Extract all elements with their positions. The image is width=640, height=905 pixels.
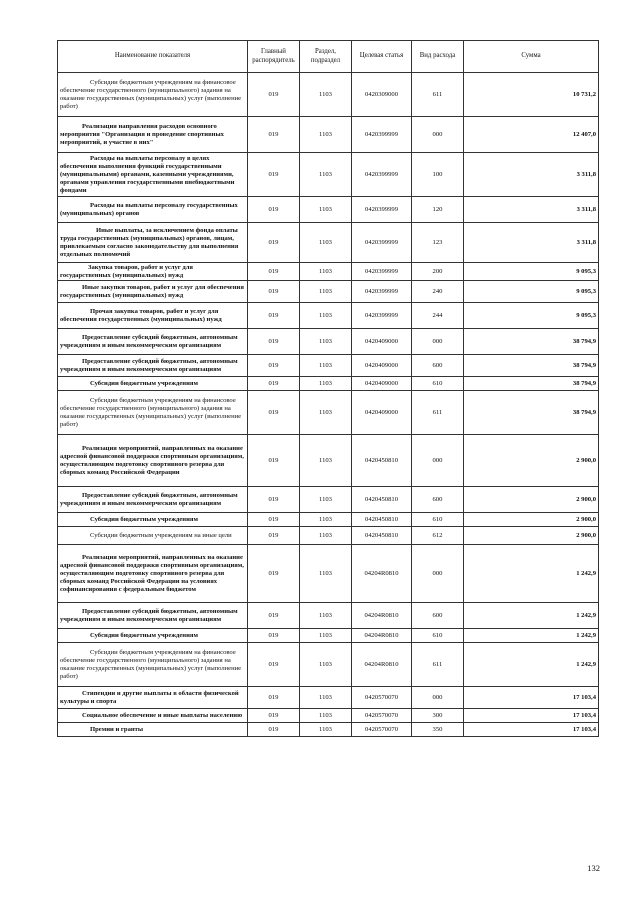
table-row bbox=[58, 223, 599, 263]
row-razdel: 1103 bbox=[300, 709, 352, 723]
row-name: Реализация мероприятий, направленных на оказание адресной финансовой поддержки спортивным организациям, осуществляющим подготовку спортивного резерва для сборных команд Российской Федерации на условиях софинансирования с федеральным бюджетом bbox=[58, 545, 248, 603]
row-cs: 0420399999 bbox=[352, 223, 412, 263]
row-sum: 38 794,9 bbox=[464, 355, 599, 377]
row-vr: 000 bbox=[412, 687, 464, 709]
row-gr: 019 bbox=[248, 153, 300, 197]
row-vr: 611 bbox=[412, 391, 464, 435]
row-razdel: 1103 bbox=[300, 355, 352, 377]
row-gr: 019 bbox=[248, 723, 300, 737]
row-name: Иные выплаты, за исключением фонда оплаты труда государственных (муниципальных) органов, лицам, привлекаемым согласно законодательству для выполнения отдельных полномочий bbox=[58, 223, 248, 263]
row-razdel: 1103 bbox=[300, 281, 352, 303]
row-cs: 04204R0810 bbox=[352, 545, 412, 603]
header-gr: Главный распорядитель bbox=[248, 41, 300, 73]
row-name: Предоставление субсидий бюджетным, автономным учреждениям и иным некоммерческим организациям bbox=[58, 487, 248, 513]
row-razdel: 1103 bbox=[300, 603, 352, 629]
row-cs: 0420450810 bbox=[352, 527, 412, 545]
row-razdel: 1103 bbox=[300, 153, 352, 197]
row-vr: 123 bbox=[412, 223, 464, 263]
row-vr: 244 bbox=[412, 303, 464, 329]
row-vr: 100 bbox=[412, 153, 464, 197]
row-vr: 600 bbox=[412, 355, 464, 377]
row-cs: 0420570070 bbox=[352, 709, 412, 723]
row-vr: 611 bbox=[412, 73, 464, 117]
row-gr: 019 bbox=[248, 73, 300, 117]
row-sum: 9 095,3 bbox=[464, 281, 599, 303]
row-cs: 0420399999 bbox=[352, 303, 412, 329]
row-razdel: 1103 bbox=[300, 197, 352, 223]
row-sum: 2 900,0 bbox=[464, 527, 599, 545]
row-cs: 0420409000 bbox=[352, 329, 412, 355]
row-razdel: 1103 bbox=[300, 545, 352, 603]
header-cs: Целевая статья bbox=[352, 41, 412, 73]
row-cs: 0420399999 bbox=[352, 263, 412, 281]
row-sum: 3 311,8 bbox=[464, 223, 599, 263]
row-vr: 600 bbox=[412, 603, 464, 629]
row-gr: 019 bbox=[248, 281, 300, 303]
row-vr: 240 bbox=[412, 281, 464, 303]
table-row bbox=[58, 487, 599, 513]
row-name: Иные закупки товаров, работ и услуг для обеспечения государственных (муниципальных) нужд bbox=[58, 281, 248, 303]
row-vr: 120 bbox=[412, 197, 464, 223]
table-row bbox=[58, 723, 599, 737]
row-gr: 019 bbox=[248, 629, 300, 643]
row-name: Предоставление субсидий бюджетным, автономным учреждениям и иным некоммерческим организациям bbox=[58, 355, 248, 377]
row-name: Субсидии бюджетным учреждениям bbox=[58, 513, 248, 527]
row-cs: 0420570070 bbox=[352, 723, 412, 737]
table-row bbox=[58, 527, 599, 545]
row-name: Прочая закупка товаров, работ и услуг для обеспечения государственных (муниципальных) нужд bbox=[58, 303, 248, 329]
row-sum: 38 794,9 bbox=[464, 329, 599, 355]
row-name: Субсидии бюджетным учреждениям на финансовое обеспечение государственного (муниципального) задания на оказание государственных (муниципальных) услуг (выполнение работ) bbox=[58, 73, 248, 117]
row-gr: 019 bbox=[248, 687, 300, 709]
row-cs: 0420409000 bbox=[352, 377, 412, 391]
row-name: Реализация направления расходов основного мероприятия "Организация и проведение спортивных мероприятий, и участие в них" bbox=[58, 117, 248, 153]
table-row bbox=[58, 303, 599, 329]
row-gr: 019 bbox=[248, 709, 300, 723]
table-row bbox=[58, 513, 599, 527]
row-cs: 0420399999 bbox=[352, 281, 412, 303]
row-sum: 1 242,9 bbox=[464, 545, 599, 603]
row-sum: 2 900,0 bbox=[464, 487, 599, 513]
header-sum: Сумма bbox=[464, 41, 599, 73]
row-gr: 019 bbox=[248, 435, 300, 487]
row-sum: 3 311,8 bbox=[464, 197, 599, 223]
table-row bbox=[58, 435, 599, 487]
table-row bbox=[58, 197, 599, 223]
row-name: Субсидии бюджетным учреждениям на финансовое обеспечение государственного (муниципального) задания на оказание государственных (муниципальных) услуг (выполнение работ) bbox=[58, 391, 248, 435]
row-gr: 019 bbox=[248, 377, 300, 391]
row-vr: 600 bbox=[412, 487, 464, 513]
table-row bbox=[58, 377, 599, 391]
row-gr: 019 bbox=[248, 117, 300, 153]
table-row bbox=[58, 281, 599, 303]
row-sum: 3 311,8 bbox=[464, 153, 599, 197]
row-name: Предоставление субсидий бюджетным, автономным учреждениям и иным некоммерческим организациям bbox=[58, 329, 248, 355]
budget-table bbox=[57, 40, 599, 737]
table-row bbox=[58, 153, 599, 197]
row-cs: 04204R0810 bbox=[352, 629, 412, 643]
header-name: Наименование показателя bbox=[58, 41, 248, 73]
row-razdel: 1103 bbox=[300, 391, 352, 435]
table-row bbox=[58, 73, 599, 117]
row-gr: 019 bbox=[248, 263, 300, 281]
row-razdel: 1103 bbox=[300, 513, 352, 527]
table-row bbox=[58, 687, 599, 709]
table-row bbox=[58, 629, 599, 643]
row-razdel: 1103 bbox=[300, 687, 352, 709]
row-cs: 0420309000 bbox=[352, 73, 412, 117]
row-razdel: 1103 bbox=[300, 223, 352, 263]
row-razdel: 1103 bbox=[300, 723, 352, 737]
row-gr: 019 bbox=[248, 603, 300, 629]
row-name: Расходы на выплаты персоналу в целях обеспечения выполнения функций государственными (муниципальными) органами, казенными учреждениями, органами управления государственными внебюджетными фондами bbox=[58, 153, 248, 197]
row-gr: 019 bbox=[248, 391, 300, 435]
row-sum: 38 794,9 bbox=[464, 377, 599, 391]
row-razdel: 1103 bbox=[300, 377, 352, 391]
table-row bbox=[58, 117, 599, 153]
row-vr: 000 bbox=[412, 117, 464, 153]
header-razdel: Раздел, подраздел bbox=[300, 41, 352, 73]
row-cs: 04204R0810 bbox=[352, 603, 412, 629]
row-razdel: 1103 bbox=[300, 487, 352, 513]
row-name: Расходы на выплаты персоналу государственных (муниципальных) органов bbox=[58, 197, 248, 223]
row-sum: 17 103,4 bbox=[464, 709, 599, 723]
row-cs: 0420450810 bbox=[352, 487, 412, 513]
row-name: Субсидии бюджетным учреждениям bbox=[58, 629, 248, 643]
row-sum: 12 407,0 bbox=[464, 117, 599, 153]
row-sum: 17 103,4 bbox=[464, 687, 599, 709]
row-cs: 0420399999 bbox=[352, 153, 412, 197]
row-razdel: 1103 bbox=[300, 629, 352, 643]
table-row bbox=[58, 329, 599, 355]
row-sum: 2 900,0 bbox=[464, 513, 599, 527]
row-name: Премии и гранты bbox=[58, 723, 248, 737]
row-vr: 610 bbox=[412, 377, 464, 391]
row-gr: 019 bbox=[248, 527, 300, 545]
row-cs: 04204R0810 bbox=[352, 643, 412, 687]
row-vr: 610 bbox=[412, 629, 464, 643]
table-header bbox=[58, 41, 599, 73]
row-vr: 611 bbox=[412, 643, 464, 687]
row-gr: 019 bbox=[248, 303, 300, 329]
row-name: Субсидии бюджетным учреждениям bbox=[58, 377, 248, 391]
row-gr: 019 bbox=[248, 513, 300, 527]
row-cs: 0420399999 bbox=[352, 197, 412, 223]
row-sum: 38 794,9 bbox=[464, 391, 599, 435]
row-vr: 610 bbox=[412, 513, 464, 527]
row-name: Стипендии и другие выплаты в области физической культуры и спорта bbox=[58, 687, 248, 709]
row-sum: 17 103,4 bbox=[464, 723, 599, 737]
row-sum: 9 095,3 bbox=[464, 263, 599, 281]
row-gr: 019 bbox=[248, 643, 300, 687]
row-razdel: 1103 bbox=[300, 527, 352, 545]
row-gr: 019 bbox=[248, 329, 300, 355]
row-name: Закупка товаров, работ и услуг для государственных (муниципальных) нужд bbox=[58, 263, 248, 281]
row-vr: 300 bbox=[412, 709, 464, 723]
row-razdel: 1103 bbox=[300, 73, 352, 117]
row-gr: 019 bbox=[248, 223, 300, 263]
row-gr: 019 bbox=[248, 355, 300, 377]
row-name: Субсидии бюджетным учреждениям на финансовое обеспечение государственного (муниципального) задания на оказание государственных (муниципальных) услуг (выполнение работ) bbox=[58, 643, 248, 687]
row-gr: 019 bbox=[248, 487, 300, 513]
row-sum: 10 731,2 bbox=[464, 73, 599, 117]
row-gr: 019 bbox=[248, 545, 300, 603]
row-cs: 0420450810 bbox=[352, 435, 412, 487]
table-row bbox=[58, 391, 599, 435]
row-vr: 200 bbox=[412, 263, 464, 281]
row-cs: 0420450810 bbox=[352, 513, 412, 527]
row-sum: 2 900,0 bbox=[464, 435, 599, 487]
table-row bbox=[58, 643, 599, 687]
row-razdel: 1103 bbox=[300, 303, 352, 329]
row-razdel: 1103 bbox=[300, 643, 352, 687]
row-vr: 612 bbox=[412, 527, 464, 545]
row-cs: 0420409000 bbox=[352, 391, 412, 435]
row-sum: 1 242,9 bbox=[464, 629, 599, 643]
row-vr: 000 bbox=[412, 329, 464, 355]
row-gr: 019 bbox=[248, 197, 300, 223]
row-razdel: 1103 bbox=[300, 117, 352, 153]
table-row bbox=[58, 355, 599, 377]
row-sum: 1 242,9 bbox=[464, 643, 599, 687]
table-body bbox=[58, 73, 599, 737]
page-number: 132 bbox=[587, 863, 600, 873]
row-cs: 0420409000 bbox=[352, 355, 412, 377]
row-vr: 000 bbox=[412, 435, 464, 487]
table-row bbox=[58, 709, 599, 723]
row-vr: 350 bbox=[412, 723, 464, 737]
row-cs: 0420570070 bbox=[352, 687, 412, 709]
table-row bbox=[58, 263, 599, 281]
header-vr: Вид расхода bbox=[412, 41, 464, 73]
row-name: Субсидии бюджетным учреждениям на иные цели bbox=[58, 527, 248, 545]
row-cs: 0420399999 bbox=[352, 117, 412, 153]
row-name: Предоставление субсидий бюджетным, автономным учреждениям и иным некоммерческим организациям bbox=[58, 603, 248, 629]
row-razdel: 1103 bbox=[300, 263, 352, 281]
row-sum: 9 095,3 bbox=[464, 303, 599, 329]
row-vr: 000 bbox=[412, 545, 464, 603]
row-name: Социальное обеспечение и иные выплаты населению bbox=[58, 709, 248, 723]
row-razdel: 1103 bbox=[300, 435, 352, 487]
row-razdel: 1103 bbox=[300, 329, 352, 355]
row-name: Реализация мероприятий, направленных на оказание адресной финансовой поддержки спортивным организациям, осуществляющим подготовку спортивного резерва для сборных команд Российской Федерации bbox=[58, 435, 248, 487]
table-row bbox=[58, 603, 599, 629]
table-row bbox=[58, 545, 599, 603]
row-sum: 1 242,9 bbox=[464, 603, 599, 629]
